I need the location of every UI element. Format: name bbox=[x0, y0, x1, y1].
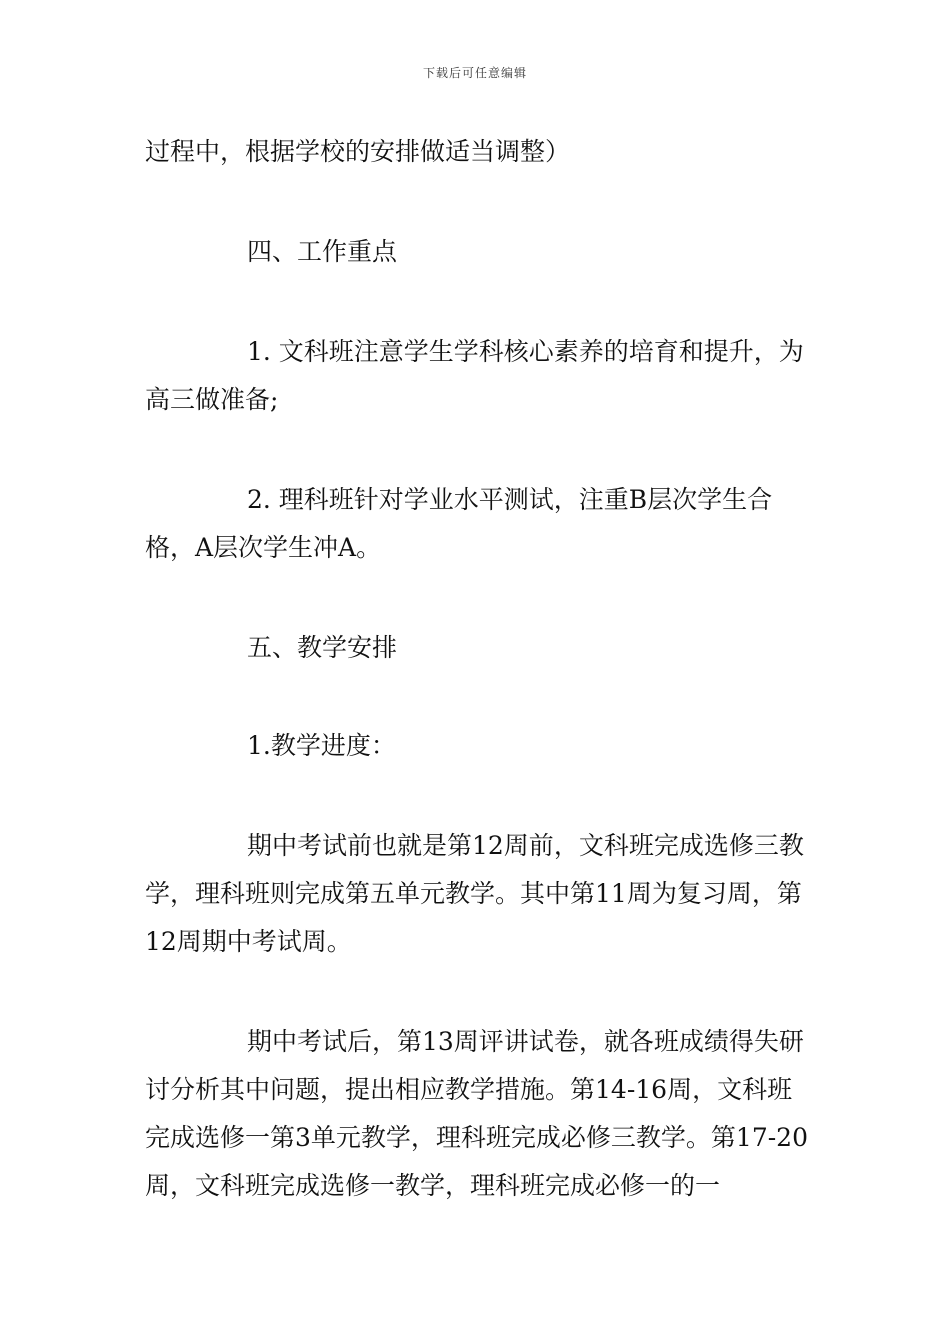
list-item-1: 1. 文科班注意学生学科核心素养的培育和提升，为高三做准备; bbox=[145, 337, 804, 414]
section-heading-work-focus: 四、工作重点 bbox=[247, 237, 398, 266]
list-item-2: 2. 理科班针对学业水平测试，注重B层次学生合格，A层次学生冲A。 bbox=[145, 485, 773, 562]
document-body bbox=[145, 128, 815, 1210]
subheading-teaching-progress: 1.教学进度： bbox=[247, 731, 396, 760]
page-header-note: 下载后可任意编辑 bbox=[422, 66, 527, 80]
paragraph-after-midterm: 期中考试后，第13周评讲试卷，就各班成绩得失研讨分析其中问题，提出相应教学措施。第14-16周，文科班完成选修一第3单元教学，理科班完成必修三教学。第17-20周，文科班完成选修一教学，理科班完成必修一的一 bbox=[145, 1027, 808, 1200]
paragraph-before-midterm: 期中考试前也就是第12周前，文科班完成选修三教学，理科班则完成第五单元教学。其中第11周为复习周，第12周期中考试周。 bbox=[145, 831, 804, 956]
section-heading-teaching-arrangement: 五、教学安排 bbox=[247, 633, 398, 662]
paragraph-continuation: 过程中，根据学校的安排做适当调整） bbox=[145, 137, 571, 166]
